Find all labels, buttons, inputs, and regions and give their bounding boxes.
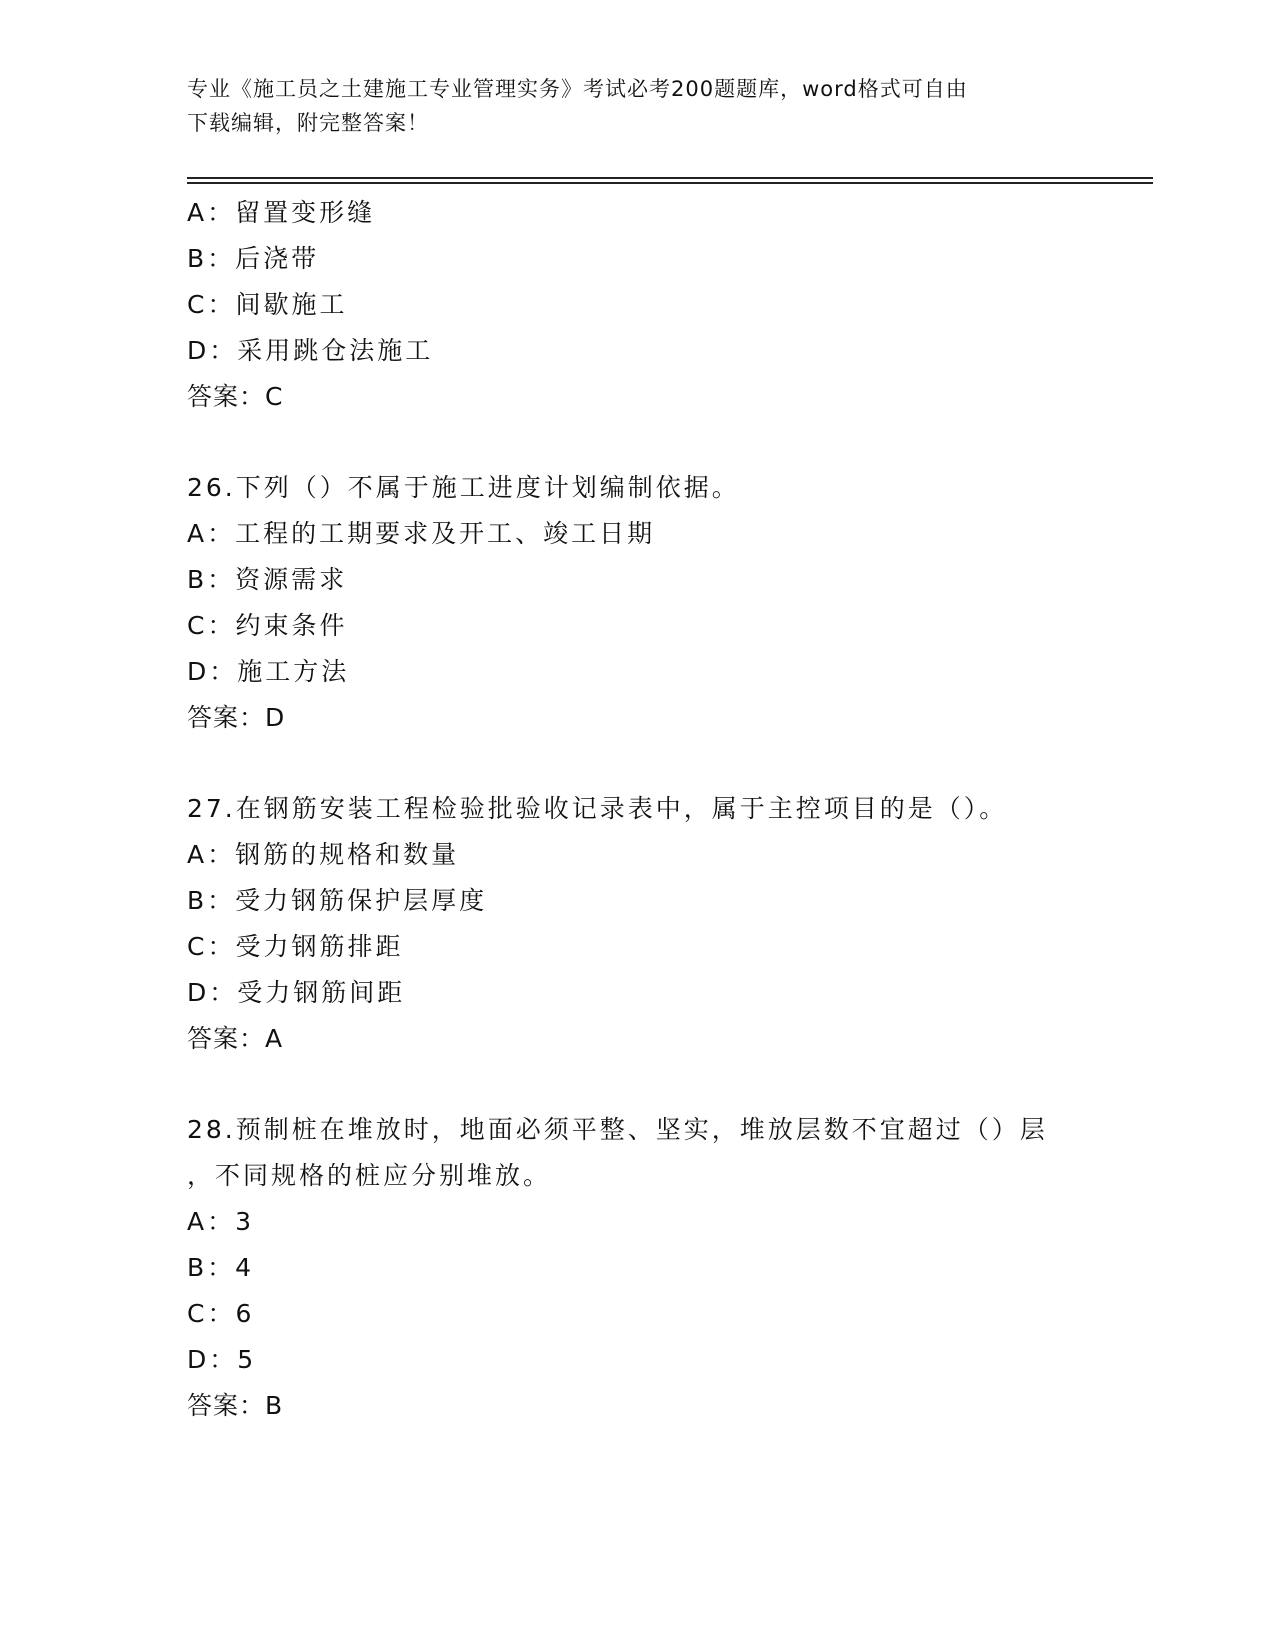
question-block-28 — [187, 1107, 1087, 1429]
option-d: D：受力钢筋间距 — [187, 978, 406, 1007]
answer-line: 答案：C — [187, 382, 284, 411]
question-text-continued: ，不同规格的桩应分别堆放。 — [187, 1161, 552, 1190]
question-block-25 — [187, 190, 1087, 420]
option-d: D：5 — [187, 1345, 257, 1374]
block-spacer — [187, 420, 1087, 465]
option-b: B：4 — [187, 1253, 255, 1282]
option-a: A：工程的工期要求及开工、竣工日期 — [187, 519, 656, 548]
block-spacer — [187, 1062, 1087, 1107]
option-b: B：资源需求 — [187, 565, 348, 594]
header-divider-top — [187, 177, 1153, 179]
question-text: 27.在钢筋安装工程检验批验收记录表中，属于主控项目的是（）。 — [187, 794, 1008, 823]
answer-line: 答案：A — [187, 1024, 284, 1053]
question-block-26 — [187, 465, 1087, 741]
block-spacer — [187, 741, 1087, 786]
option-b: B：受力钢筋保护层厚度 — [187, 886, 488, 915]
header-divider-bottom — [187, 182, 1153, 184]
document-header: 专业《施工员之土建施工专业管理实务》考试必考200题题库，word格式可自由 下载编辑，附完整答案！ — [187, 77, 968, 135]
option-c: C：约束条件 — [187, 611, 348, 640]
question-text: 26.下列（）不属于施工进度计划编制依据。 — [187, 473, 740, 502]
question-list — [187, 190, 1087, 1429]
option-d: D：采用跳仓法施工 — [187, 336, 434, 365]
option-b: B：后浇带 — [187, 244, 320, 273]
question-text: 28.预制桩在堆放时，地面必须平整、坚实，堆放层数不宜超过（）层 — [187, 1115, 1048, 1144]
option-a: A：3 — [187, 1207, 255, 1236]
answer-line: 答案：B — [187, 1391, 284, 1420]
option-c: C：间歇施工 — [187, 290, 348, 319]
question-block-27 — [187, 786, 1087, 1062]
answer-line: 答案：D — [187, 703, 286, 732]
option-d: D：施工方法 — [187, 657, 350, 686]
option-a: A：留置变形缝 — [187, 198, 376, 227]
option-c: C：受力钢筋排距 — [187, 932, 404, 961]
option-a: A：钢筋的规格和数量 — [187, 840, 460, 869]
option-c: C：6 — [187, 1299, 255, 1328]
